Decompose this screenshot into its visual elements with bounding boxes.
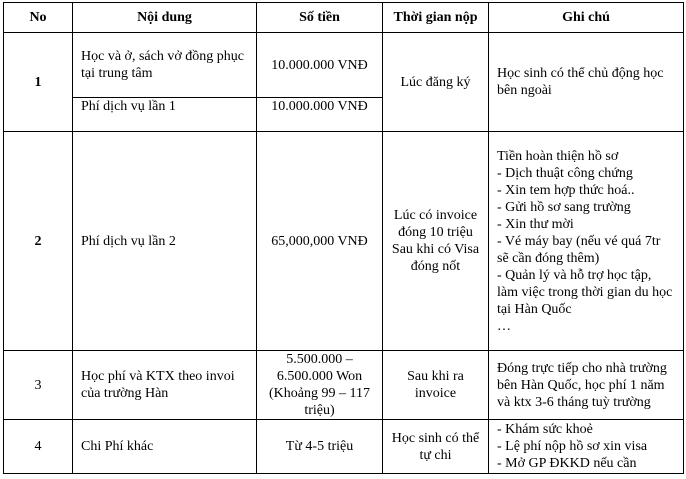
row-1-amount-a: 10.000.000 VNĐ: [257, 33, 383, 98]
row-4-note-line: - Khám sức khoẻ: [497, 422, 593, 437]
header-amount: Số tiền: [257, 3, 383, 33]
row-4-amount: Từ 4-5 triệu: [257, 420, 383, 474]
row-2-note-line: …: [497, 318, 511, 334]
row-2-note-line: Tiền hoàn thiện hồ sơ: [497, 148, 619, 164]
row-3-time: Sau khi ra invoice: [383, 351, 489, 420]
table-row-3: [4, 351, 684, 420]
fee-table: [3, 2, 684, 474]
header-time: Thời gian nộp: [383, 3, 489, 33]
row-1-note: Học sinh có thể chủ động học bên ngoài: [489, 33, 684, 132]
fee-table-container: [3, 2, 684, 474]
row-4-no: 4: [4, 420, 73, 474]
row-1-amount-b: 10.000.000 VNĐ: [257, 98, 383, 132]
row-2-amount: 65,000,000 VNĐ: [257, 132, 383, 351]
row-1-no: 1: [4, 33, 73, 132]
header-content: Nội dung: [73, 3, 257, 33]
row-4-time: Học sinh có thể tự chi: [383, 420, 489, 474]
table-row-1: [4, 33, 684, 98]
table-row-4: [4, 420, 684, 474]
row-3-no: 3: [4, 351, 73, 420]
row-2-note-line: - Vé máy bay (nếu vé quá 7tr sẽ cần đóng thêm): [497, 233, 661, 266]
row-1-content-b: Phí dịch vụ lần 1: [73, 98, 257, 132]
row-2-content: Phí dịch vụ lần 2: [73, 132, 257, 351]
row-3-amount: 5.500.000 – 6.500.000 Won (Khoảng 99 – 117 triệu): [257, 351, 383, 420]
header-note: Ghi chú: [489, 3, 684, 33]
row-2-note-line: - Xin tem hợp thức hoá..: [497, 182, 635, 198]
row-2-note-line: - Quản lý và hỗ trợ học tập, làm việc trong thời gian du học tại Hàn Quốc: [497, 267, 673, 317]
table-row-2: [4, 132, 684, 351]
row-4-content: Chi Phí khác: [73, 420, 257, 474]
row-1-content-a: Học và ở, sách vở đồng phục tại trung tâm: [73, 33, 257, 98]
row-2-note-line: - Gửi hồ sơ sang trường: [497, 199, 631, 215]
row-4-note-line: - Mở GP ĐKKD nếu cần: [497, 456, 637, 471]
row-4-note-line: - Lệ phí nộp hồ sơ xin visa: [497, 439, 648, 454]
row-2-time: Lúc có invoice đóng 10 triệu Sau khi có Visa đóng nốt: [383, 132, 489, 351]
row-2-no: 2: [4, 132, 73, 351]
row-2-note: [489, 132, 684, 351]
row-4-note: [489, 420, 684, 474]
row-2-note-line: - Dịch thuật công chứng: [497, 165, 633, 181]
row-3-note: Đóng trực tiếp cho nhà trường bên Hàn Quốc, học phí 1 năm và ktx 3-6 tháng tuỳ trường: [489, 351, 684, 420]
header-no: No: [4, 3, 73, 33]
table-header-row: [4, 3, 684, 33]
row-3-content: Học phí và KTX theo invoi của trường Hàn: [73, 351, 257, 420]
row-1-time: Lúc đăng ký: [383, 33, 489, 132]
row-2-note-line: - Xin thư mời: [497, 216, 574, 232]
